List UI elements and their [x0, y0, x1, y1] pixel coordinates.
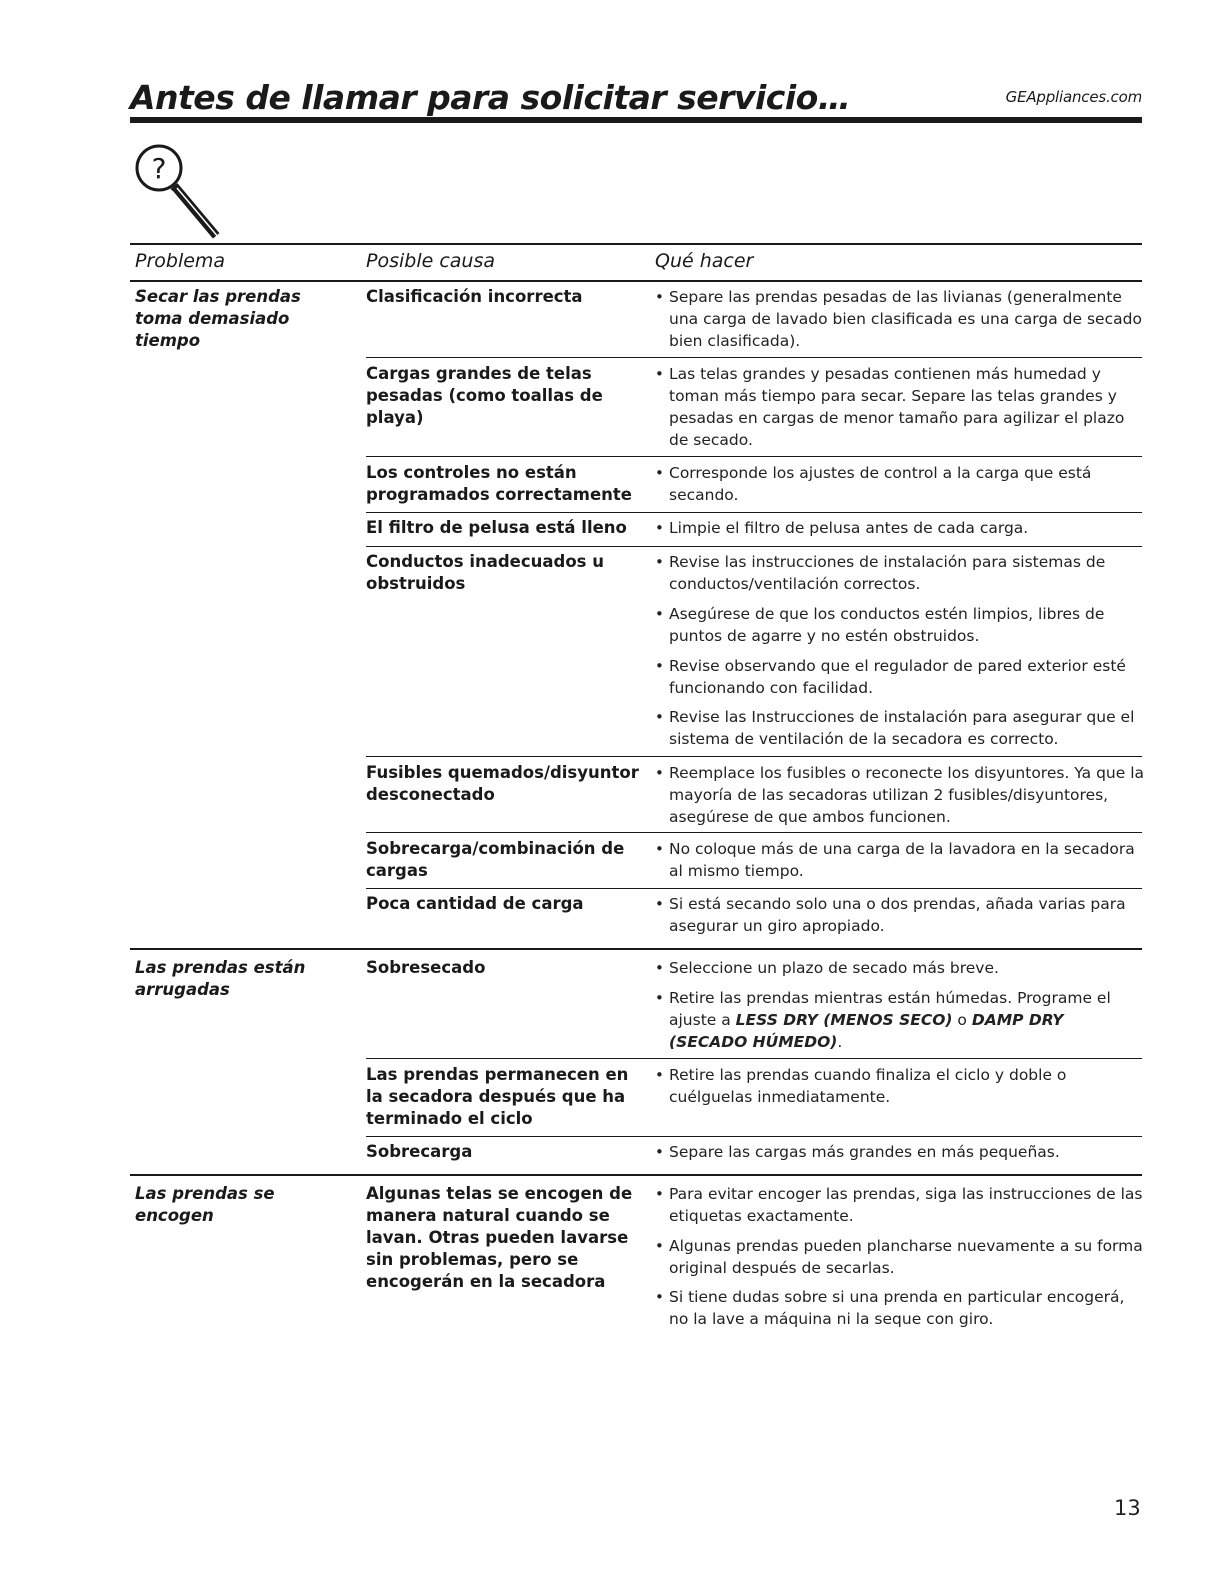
page-header	[130, 78, 1142, 122]
cause-small-load: Poca cantidad de carga	[366, 894, 584, 913]
row-divider	[366, 756, 1142, 757]
row-divider	[366, 1058, 1142, 1059]
bullet-icon: •	[655, 1143, 664, 1161]
action-item	[655, 603, 1145, 647]
row-divider	[366, 357, 1142, 358]
action-item	[655, 286, 1145, 352]
action-text: Algunas prendas pueden plancharse nuevamente a su forma original después de secarlas.	[669, 1237, 1143, 1277]
cause-ducts-obstructed: Conductos inadecuados u obstruidos	[366, 552, 604, 593]
action-item	[655, 762, 1145, 828]
action-text: Las telas grandes y pesadas contienen más humedad y toman más tiempo para secar. Separe las telas grandes y pesadas en cargas de menor tamaño para agilizar el plazo de secado.	[669, 365, 1125, 449]
action-item	[655, 363, 1145, 451]
cause-overdrying: Sobresecado	[366, 958, 486, 977]
group-divider	[130, 948, 1142, 950]
bullet-icon: •	[655, 1288, 664, 1306]
setting-less-dry: LESS DRY (MENOS SECO)	[735, 1011, 953, 1029]
row-divider	[366, 512, 1142, 513]
bullet-icon: •	[655, 840, 664, 858]
column-header-problem: Problema	[135, 250, 226, 272]
action-text: No coloque más de una carga de la lavadora en la secadora al mismo tiempo.	[669, 840, 1135, 880]
action-item	[655, 893, 1145, 937]
row-divider	[366, 888, 1142, 889]
svg-text:?: ?	[151, 152, 167, 185]
bullet-icon: •	[655, 764, 664, 782]
action-item	[655, 517, 1145, 539]
table-top-rule	[130, 243, 1142, 245]
cause-heavy-loads: Cargas grandes de telas pesadas (como toallas de playa)	[366, 364, 603, 427]
action-text: Asegúrese de que los conductos estén limpios, libres de puntos de agarre y no estén obstruidos.	[669, 605, 1105, 645]
action-item	[655, 462, 1145, 506]
group-divider	[130, 1174, 1142, 1176]
action-text: Revise las instrucciones de instalación para sistemas de conductos/ventilación correctos.	[669, 553, 1106, 593]
action-text: Si está secando solo una o dos prendas, añada varias para asegurar un giro apropiado.	[669, 895, 1126, 935]
cause-lint-filter-full: El filtro de pelusa está lleno	[366, 518, 627, 537]
setting-damp-dry: DAMP DRY (SECADO HÚMEDO)	[669, 1011, 1064, 1051]
action-item	[655, 1183, 1145, 1227]
bullet-icon: •	[655, 1237, 664, 1255]
action-text: Reemplace los fusibles o reconecte los disyuntores. Ya que la mayoría de las secadoras utilizan 2 fusibles/disyuntores, asegúrese de que ambos funcionen.	[669, 764, 1144, 826]
bullet-icon: •	[655, 657, 664, 675]
action-text: Separe las cargas más grandes en más pequeñas.	[669, 1143, 1060, 1161]
bullet-icon: •	[655, 1185, 664, 1203]
row-divider	[366, 832, 1142, 833]
action-item	[655, 1286, 1145, 1330]
bullet-icon: •	[655, 288, 664, 306]
bullet-icon: •	[655, 605, 664, 623]
bullet-icon: •	[655, 1066, 664, 1084]
bullet-icon: •	[655, 519, 664, 537]
bullet-icon: •	[655, 989, 664, 1007]
problem-shrinking: Las prendas se encogen	[135, 1184, 275, 1225]
row-divider	[366, 546, 1142, 547]
action-text	[669, 987, 1145, 1053]
cause-fuses-blown: Fusibles quemados/disyuntor desconectado	[366, 763, 639, 804]
action-text: Si tiene dudas sobre si una prenda en particular encogerá, no la lave a máquina ni la seque con giro.	[669, 1288, 1125, 1328]
page-number: 13	[1114, 1496, 1141, 1520]
question-magnifier-icon	[134, 132, 234, 247]
action-text: Corresponde los ajustes de control a la carga que está secando.	[669, 464, 1092, 504]
row-divider	[366, 1136, 1142, 1137]
action-item	[655, 1141, 1145, 1163]
header-rule	[130, 117, 1142, 123]
action-item	[655, 706, 1145, 750]
problem-long-dry-time: Secar las prendas toma demasiado tiempo	[135, 287, 301, 350]
bullet-icon: •	[655, 365, 664, 383]
action-text: Separe las prendas pesadas de las livianas (generalmente una carga de lavado bien clasificada es una carga de secado bien clasificada).	[669, 288, 1142, 350]
cause-controls-not-set: Los controles no están programados correctamente	[366, 463, 632, 504]
action-text: Seleccione un plazo de secado más breve.	[669, 959, 999, 977]
bullet-icon: •	[655, 959, 664, 977]
column-header-action: Qué hacer	[655, 250, 754, 272]
bullet-icon: •	[655, 895, 664, 913]
row-divider	[366, 456, 1142, 457]
action-text-part: Retire las prendas mientras están húmedas. Programe el ajuste a	[669, 989, 1111, 1029]
action-item	[655, 655, 1145, 699]
problem-wrinkled: Las prendas están arrugadas	[135, 958, 306, 999]
header-bottom-rule	[130, 280, 1142, 282]
action-item	[655, 1235, 1145, 1279]
action-item	[655, 838, 1145, 882]
action-text: Limpie el filtro de pelusa antes de cada carga.	[669, 519, 1029, 537]
website-label: GEAppliances.com	[1005, 88, 1142, 106]
cause-incorrect-sorting: Clasificación incorrecta	[366, 287, 583, 306]
bullet-icon: •	[655, 464, 664, 482]
action-text-part: .	[837, 1033, 843, 1051]
action-item	[655, 987, 1145, 1053]
action-item	[655, 957, 1145, 979]
action-text: Para evitar encoger las prendas, siga las instrucciones de las etiquetas exactamente.	[669, 1185, 1143, 1225]
action-text: Revise observando que el regulador de pared exterior esté funcionando con facilidad.	[669, 657, 1126, 697]
action-text: Revise las Instrucciones de instalación para asegurar que el sistema de ventilación de la secadora es correcto.	[669, 708, 1135, 748]
cause-overload: Sobrecarga	[366, 1142, 473, 1161]
page-title: Antes de llamar para solicitar servicio…	[130, 78, 851, 117]
column-header-cause: Posible causa	[366, 250, 496, 272]
cause-overload-mixed: Sobrecarga/combinación de cargas	[366, 839, 625, 880]
bullet-icon: •	[655, 708, 664, 726]
cause-natural-shrinkage: Algunas telas se encogen de manera natural cuando se lavan. Otras pueden lavarse sin problemas, pero se encogerán en la secadora	[366, 1184, 633, 1291]
action-item	[655, 551, 1145, 595]
bullet-icon: •	[655, 553, 664, 571]
action-text: Retire las prendas cuando finaliza el ciclo y doble o cuélguelas inmediatamente.	[669, 1066, 1067, 1106]
action-text-part: o	[952, 1011, 972, 1029]
action-item	[655, 1064, 1145, 1108]
cause-clothes-left-in-dryer: Las prendas permanecen en la secadora después que ha terminado el ciclo	[366, 1065, 629, 1128]
